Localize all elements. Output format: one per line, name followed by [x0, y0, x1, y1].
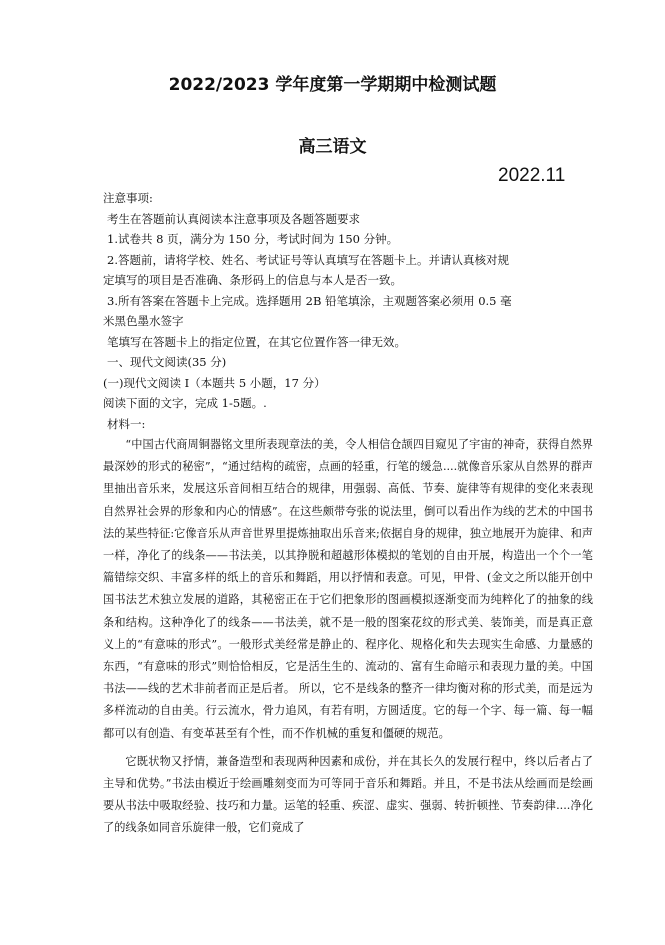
exam-subtitle: 高三语文	[298, 137, 367, 157]
notes-item-2-cont: 定填写的项目是否准确、条形码上的信息与本人是否一致。	[103, 273, 402, 287]
exam-date: 2022.11	[498, 165, 566, 186]
notes-intro: 考生在答题前认真阅读本注意事项及各题答题要求	[107, 211, 360, 226]
passage-paragraph-2: 它既状物又抒情，兼备造型和表现两种因素和成份，并在其长久的发展行程中，终以后者占了主导和优势。”书法由模近于绘画雕刻变而为可等同于音乐和舞蹈。并且，不是书法从绘画而是绘画要从书法中吸取经验、技巧和力量。运笔的轻重、疾涩、虚实、强弱、转折顿挫、节奏韵律....净化了的线条如同音乐旋律一般，它们竟成了	[103, 754, 593, 835]
reading-instruction: 阅读下面的文字，完成 1-5题。.	[103, 396, 267, 410]
notes-heading: 注意事项:	[103, 191, 153, 205]
notes-item-3: 3.所有答案在答题卡上完成。选择题用 2B 铅笔填涂，主观题答案必须用 0.5 毫	[107, 293, 512, 308]
notes-item-1: 1.试卷共 8 页，满分为 150 分，考试时间为 150 分钟。	[107, 232, 399, 246]
exam-title: 2022/2023 学年度第一学期期中检测试题	[168, 75, 497, 95]
material-label: 材料一:	[107, 416, 146, 431]
instructions-block	[103, 188, 603, 434]
notes-item-3-cont: 米黑色墨水签字	[103, 314, 184, 328]
notes-item-2: 2.答题前，请将学校、姓名、考试证号等认真填写在答题卡上。并请认真核对规	[107, 252, 509, 267]
passage-paragraph-1: “中国古代商周铜器铭文里所表现章法的美，令人相信仓颉四目窥见了宇宙的神奇，获得自然界最深妙的形式的秘密”，“通过结构的疏密，点画的轻重，行笔的缓急....就像音乐家从自然界的群声里抽出音乐来，发展这乐音间相互结合的规律，用强弱、高低、节奏、旋律等有规律的变化来表现自然界社会界的形象和内心的情感”。在这些颇带夸张的说法里，倒可以看出作为线的艺术的中国书法的某些特征:它像音乐从声音世界里提炼抽取出乐音来;依据自身的规律，独立地展开为旋律、和声一样，净化了的线条——书法美，以其挣脱和超越形体模拟的笔划的自由开展，构造出一个个一笔篇错综交织、丰富多样的纸上的音乐和舞蹈，用以抒情和表意。可见，甲骨、(金文之所以能开创中国书法艺术独立发展的道路，其秘密正在于它们把象形的图画模拟逐渐变而为纯粹化了的抽象的线条和结构。这种净化了的线条——书法美，就不是一般的图案花纹的形式美、装饰美，而是真正意义上的“有意味的形式”。一般形式美经常是静止的、程序化、规格化和失去现实生命感、力量感的东西，“有意味的形式”则恰恰相反，它是活生生的、流动的、富有生命暗示和表现力量的美。中国书法——线的艺术非前者而正是后者。 所以，它不是线条的整齐一律均衡对称的形式美，而是远为多样流动的自由美。行云流水，骨力追风，有若有明，方圆适度。它的每一个字、每一篇、每一幅都可以有创造、有变革甚至有个性，而不作机械的重复和僵硬的规范。	[103, 438, 593, 740]
reading-passage	[103, 434, 593, 840]
notes-item-3-cont2: 笔填写在答题卡上的指定位置，在其它位置作答一律无效。	[107, 334, 406, 349]
section-heading: 一、现代文阅读(35 分)	[107, 355, 227, 369]
subsection-heading: (一)现代文阅读 I（本题共 5 小题，17 分）	[103, 375, 326, 390]
